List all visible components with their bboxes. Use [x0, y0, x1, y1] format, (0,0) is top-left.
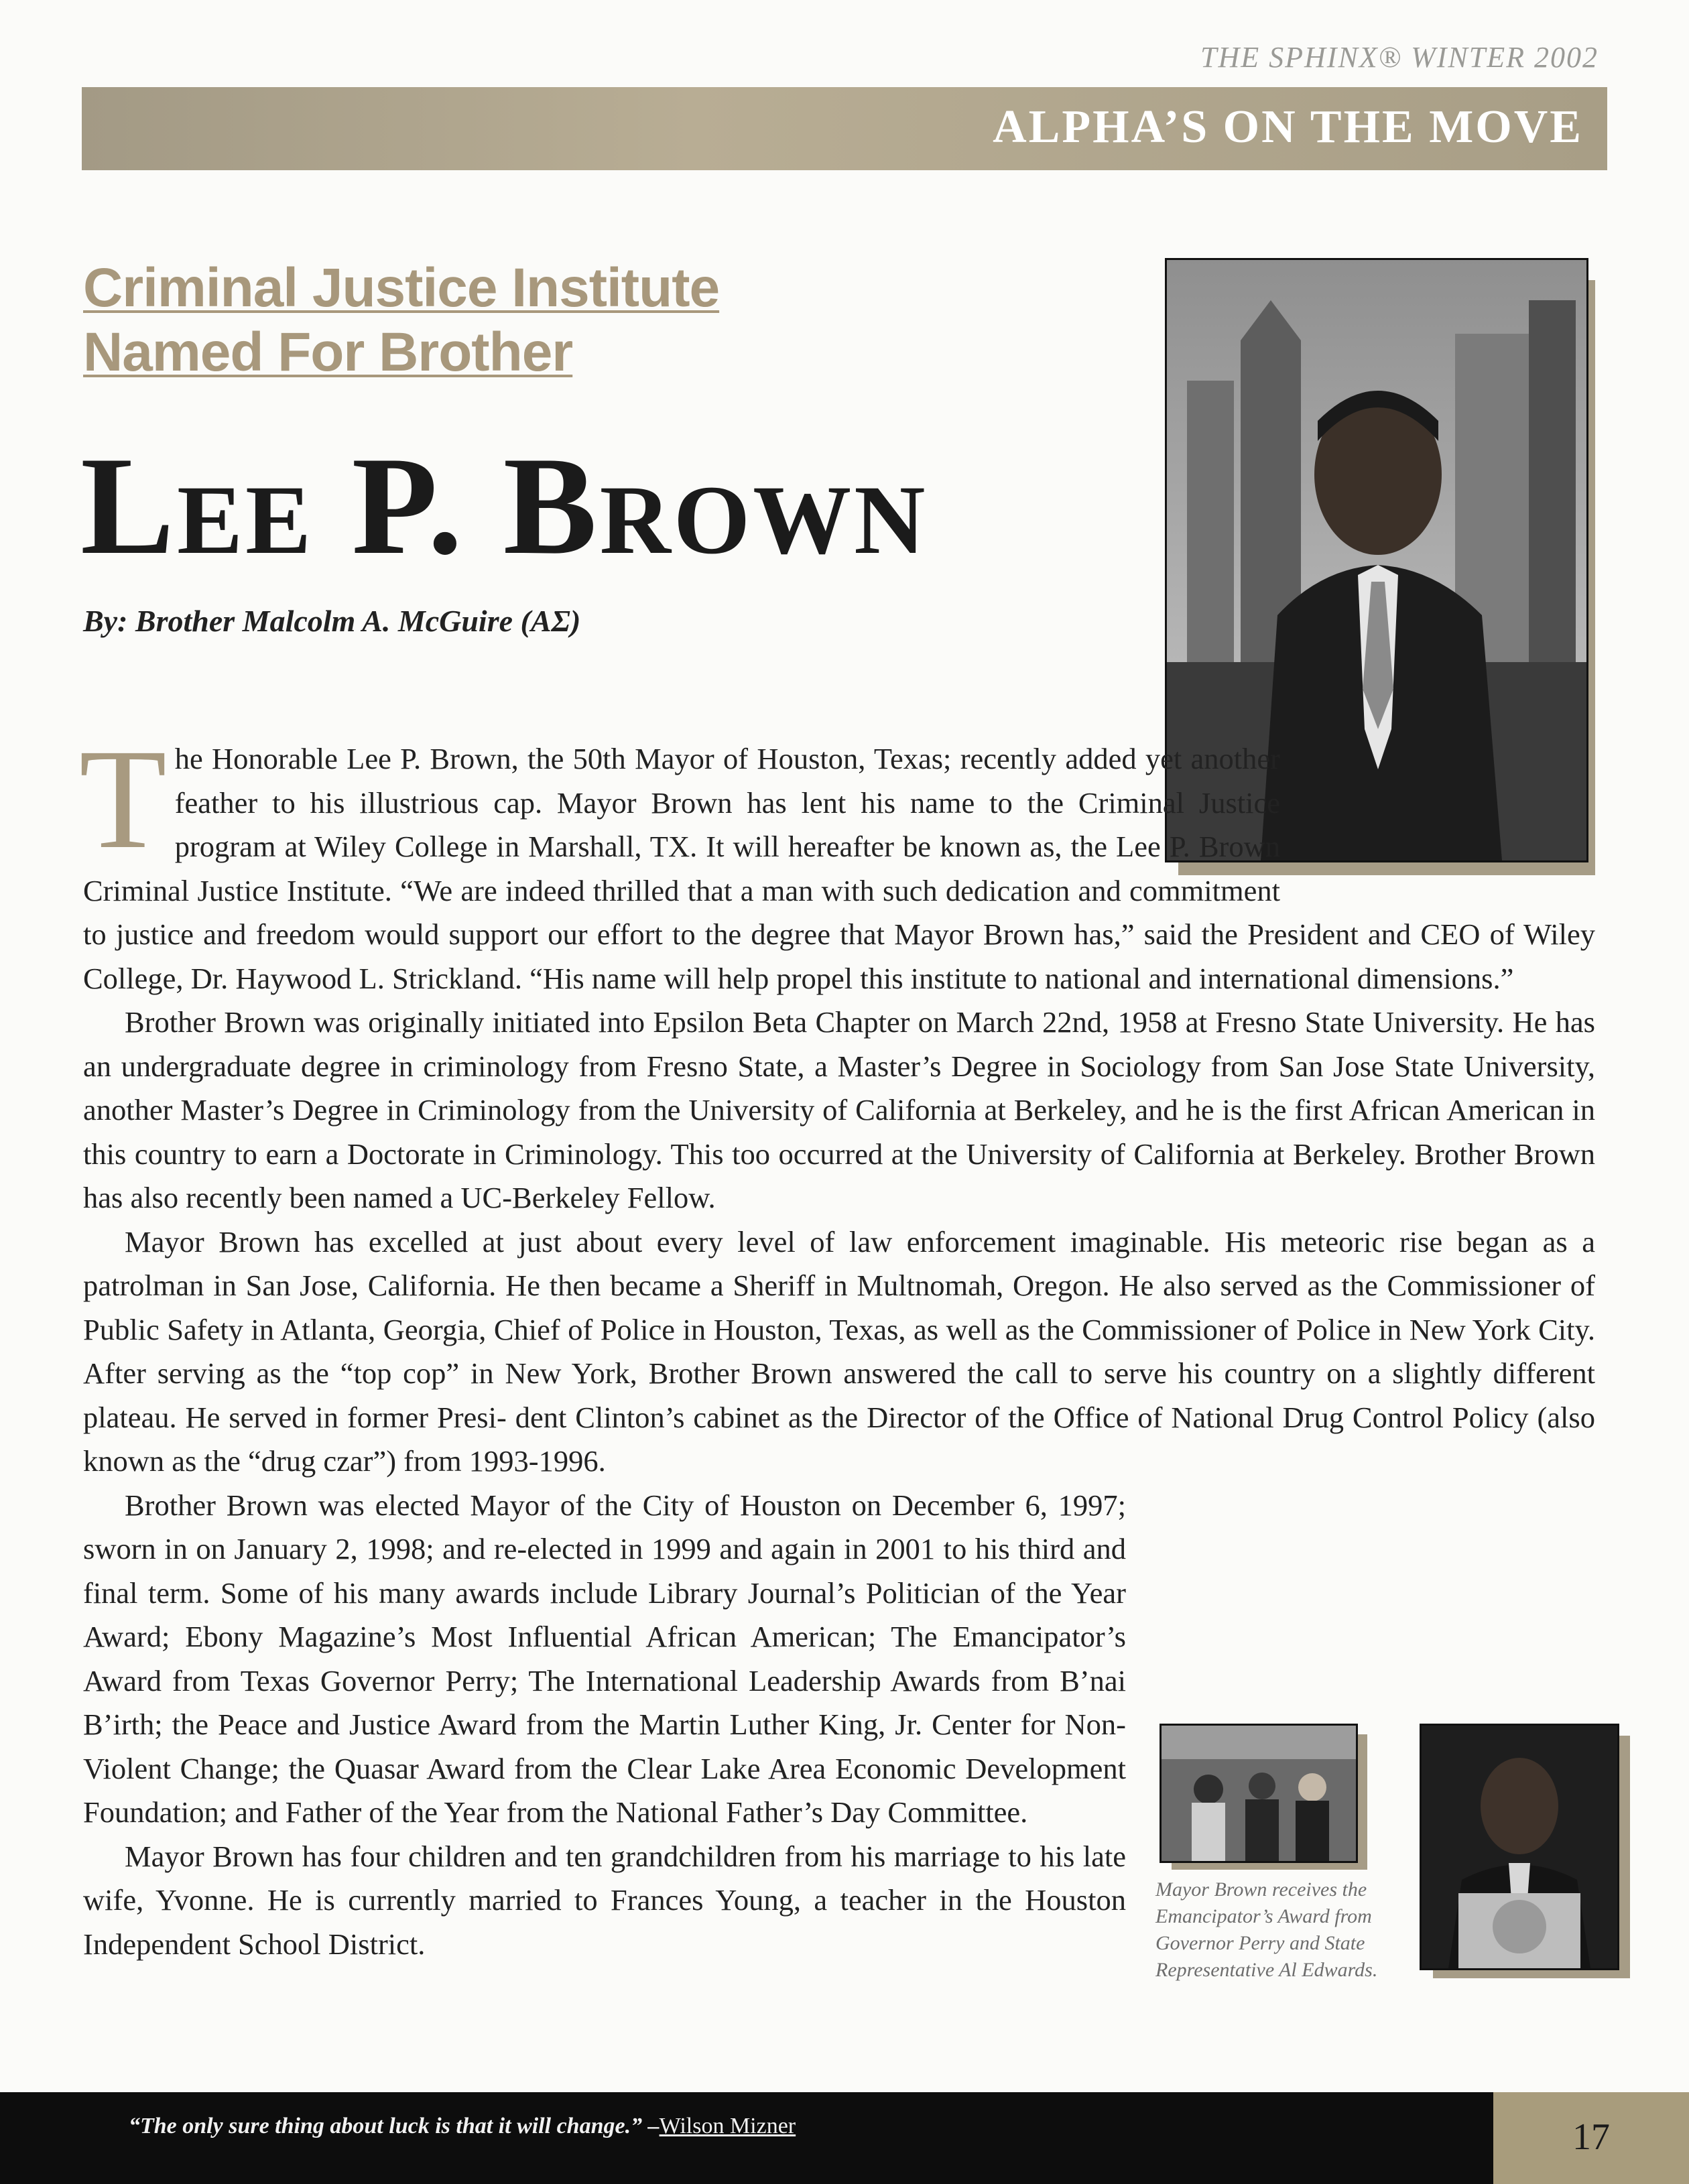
drop-cap: T	[79, 720, 167, 879]
paragraph-3: Mayor Brown has excelled at just about every level of law enforcement imaginable. His meteoric rise began as a patrolman in San Jose, California. He then became a Sheriff in Multnomah, Oregon. He also served as the Commissioner of Public Safety in Atlanta, Georgia, Chief of Police in Houston, Texas, as well as the Commissioner of Police in New York City. After serving as the “top cop” in New York, Brother Brown answered the call to serve his country on a slightly different plateau. He served in former Presi- dent Clinton’s cabinet as the Director of the Office of National Drug Control Policy (also known as the “drug czar”) from 1993-1996.	[83, 1224, 1595, 1478]
article-headline: Lee P. Brown	[80, 428, 928, 584]
photo-wrap-spacer	[1280, 737, 1595, 905]
award-photo-image	[1162, 1726, 1356, 1861]
page-footer	[0, 2092, 1689, 2184]
section-title: ALPHA’S ON THE MOVE	[993, 101, 1583, 153]
kicker-heading	[83, 256, 753, 385]
masthead: THE SPHINX® WINTER 2002	[1200, 41, 1599, 74]
podium-photo	[1420, 1724, 1619, 1970]
paragraph-1: The Honorable Lee P. Brown, the 50th Mayor of Houston, Texas; recently added yet another feather to his illustrious cap. Mayor Brown has lent his name to the Criminal Justice program at Wiley College in Marshall, TX. It will hereafter be known as, the Lee P. Brown Criminal Justice Institute. “We are indeed thrilled that a man with such dedication and commitment to justice and freedom would support our effort to the degree that Mayor Brown has,” said the President and CEO of Wiley College, Dr. Haywood L. Strickland. “His name will help propel this institute to national and international dimensions.”	[79, 720, 1595, 995]
footer-quote: “The only sure thing about luck is that it will change.” –Wilson Mizner	[129, 2114, 796, 2138]
article-body	[79, 720, 1595, 2007]
kicker-line-2: Named For Brother	[83, 322, 573, 383]
page-number: 17	[1572, 2116, 1610, 2158]
paragraph-5: Mayor Brown has four children and ten grandchildren from his marriage to his late wife, Yvonne. He is currently married to Frances Young, a teacher in the Houston Independent School District.	[83, 1839, 1126, 1961]
podium-photo-image	[1422, 1726, 1617, 1968]
quote-author: Wilson Mizner	[659, 2114, 796, 2138]
section-banner	[82, 87, 1607, 170]
kicker-line-1: Criminal Justice Institute	[83, 257, 720, 318]
award-photo	[1160, 1724, 1358, 1863]
paragraph-2: Brother Brown was originally initiated into Epsilon Beta Chapter on March 22nd, 1958 at Fresno State University. He has an undergraduate degree in criminology from Fresno State, a Master’s Degree in Sociology from San Jose State University, another Master’s Degree in Criminology from the University of California at Berkeley, and he is the first African American in this country to earn a Doctorate in Criminology. This too occurred at the University of California at Berkeley. Brother Brown has also recently been named a UC-Berkeley Fellow.	[83, 1005, 1595, 1214]
paragraph-4: Brother Brown was elected Mayor of the City of Houston on December 6, 1997; sworn in on January 2, 1998; and re-elected in 1999 and again in 2001 to his third and final term. Some of his many awards include Library Journal’s Politician of the Year Award; Ebony Magazine’s Most Influential African American; The Emancipator’s Award from Texas Governor Perry; The International Leadership Awards from B’nai B’irth; the Peace and Justice Award from the Martin Luther King, Jr. Center for Non-Violent Change; the Quasar Award from the Clear Lake Area Economic Development Foundation; and Father of the Year from the National Father’s Day Committee.	[83, 1488, 1126, 1829]
photo-caption: Mayor Brown receives the Emancipator’s Award from Governor Perry and State Representative Al Edwards.	[1155, 1878, 1378, 1981]
byline: By: Brother Malcolm A. McGuire (ΑΣ)	[83, 604, 581, 638]
